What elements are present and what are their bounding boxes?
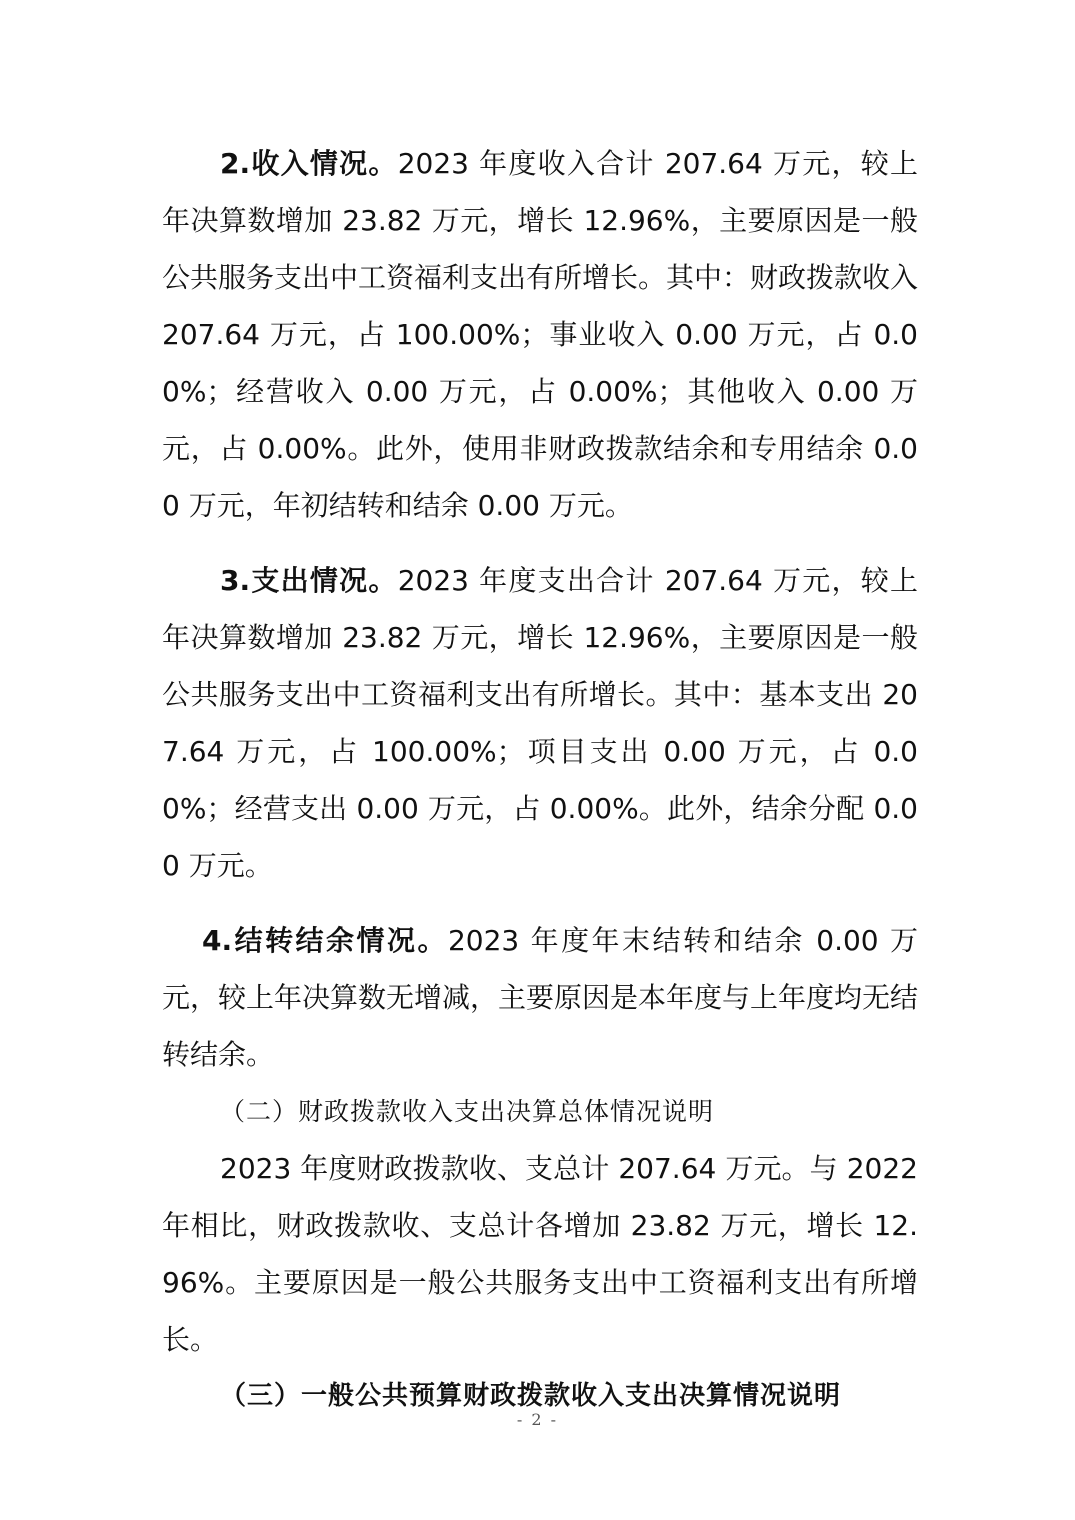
section-2-heading: （二）财政拨款收入支出决算总体情况说明 bbox=[220, 1097, 715, 1126]
document-page bbox=[162, 135, 918, 1425]
carryover-lead: 4.结转结余情况。 bbox=[202, 924, 448, 957]
income-paragraph bbox=[162, 135, 918, 534]
expenditure-paragraph bbox=[162, 552, 918, 894]
carryover-paragraph bbox=[162, 912, 918, 1083]
expenditure-body: 2023 年度支出合计 207.64 万元，较上年决算数增加 23.82 万元，增长 12.96%，主要原因是一般公共服务支出中工资福利支出有所增长。其中：基本支出 207.64 万元，占 100.00%；项目支出 0.00 万元，占 0.00%；经营支出 0.00 万元，占 0.00%。此外，结余分配 0.00 万元。 bbox=[162, 564, 918, 882]
income-lead: 2.收入情况。 bbox=[220, 147, 398, 180]
section-2-body: 2023 年度财政拨款收、支总计 207.64 万元。与 2022 年相比，财政拨款收、支总计各增加 23.82 万元，增长 12.96%。主要原因是一般公共服务支出中工资福利支出有所增长。 bbox=[162, 1152, 918, 1356]
expenditure-lead: 3.支出情况。 bbox=[220, 564, 398, 597]
section-3-heading: （三）一般公共预算财政拨款收入支出决算情况说明 bbox=[220, 1381, 842, 1411]
income-body: 2023 年度收入合计 207.64 万元，较上年决算数增加 23.82 万元，增长 12.96%，主要原因是一般公共服务支出中工资福利支出有所增长。其中：财政拨款收入 207.64 万元，占 100.00%；事业收入 0.00 万元，占 0.00%；经营收入 0.00 万元，占 0.00%；其他收入 0.00 万元，占 0.00%。此外，使用非财政拨款结余和专用结余 0.00 万元，年初结转和结余 0.00 万元。 bbox=[162, 147, 919, 522]
carryover-body: 2023 年度年末结转和结余 0.00 万元，较上年决算数无增减，主要原因是本年度与上年度均无结转结余。 bbox=[162, 924, 919, 1071]
page-number: - 2 - bbox=[516, 1410, 559, 1429]
